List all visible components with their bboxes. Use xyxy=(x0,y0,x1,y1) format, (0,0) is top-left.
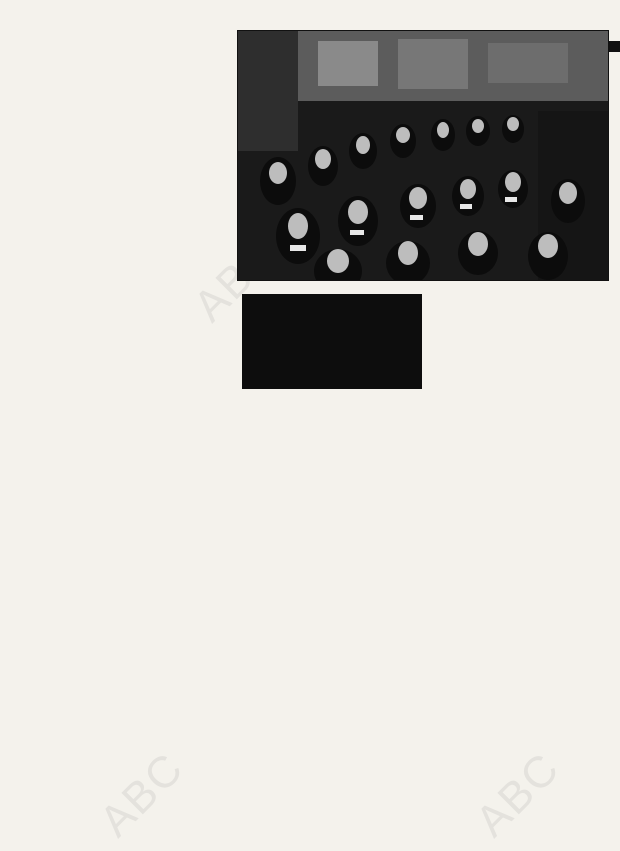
abc-watermark: ABC xyxy=(184,228,288,332)
article-subhead-text xyxy=(49,387,229,451)
headline-box xyxy=(242,294,422,389)
article-middle-column xyxy=(238,396,422,451)
article-intro-column xyxy=(49,24,229,360)
lecture-hall-photo xyxy=(237,30,609,281)
abc-watermark: ABC xyxy=(466,743,570,847)
abc-watermark: ABC xyxy=(90,743,194,847)
lecture-hall-image xyxy=(238,31,608,280)
